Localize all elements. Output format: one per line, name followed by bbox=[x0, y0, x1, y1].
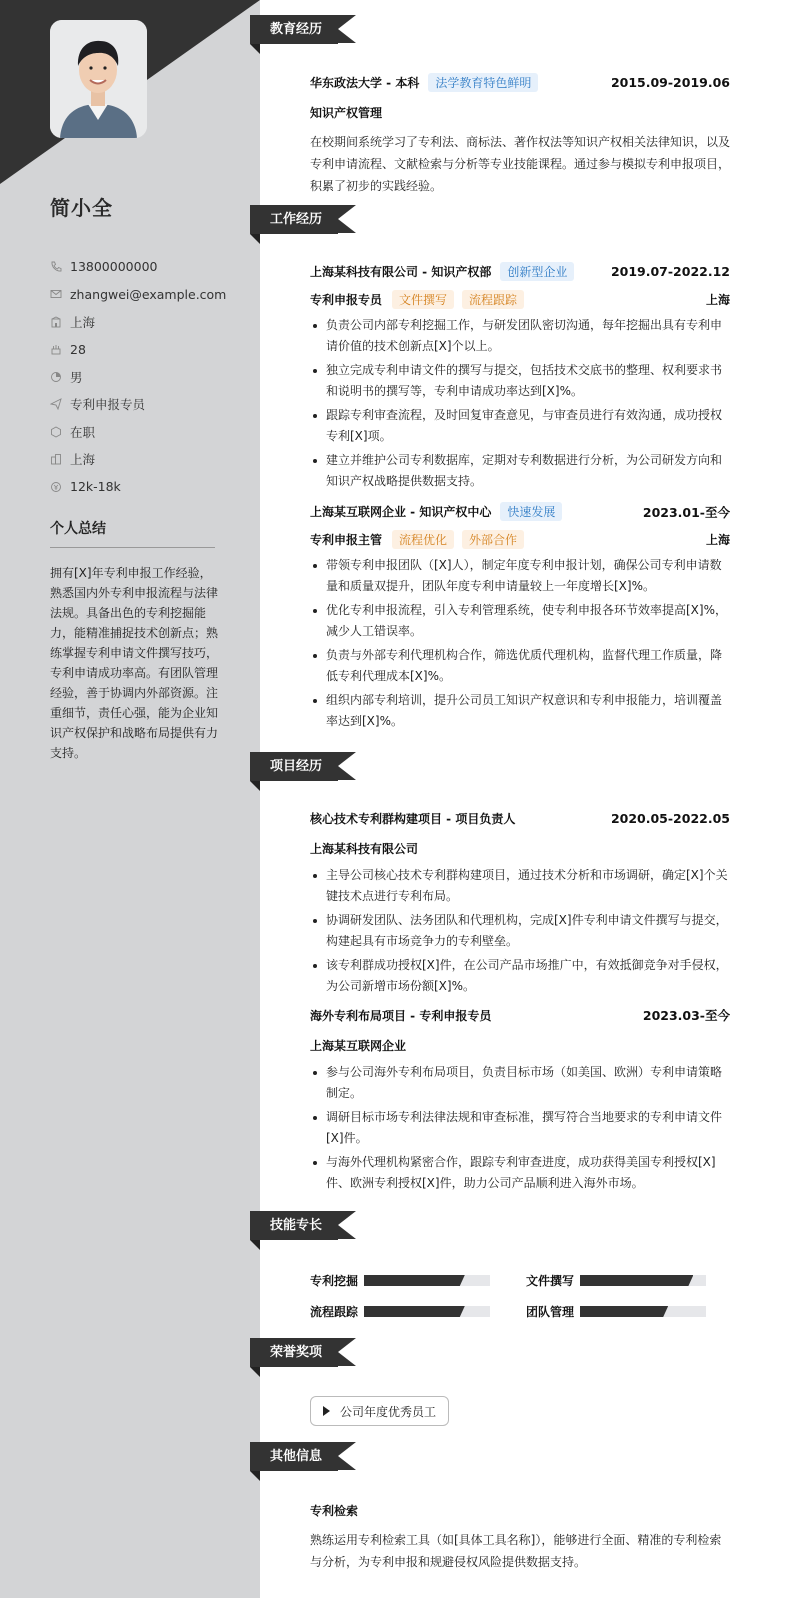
list-item: 优化专利申报流程，引入专利管理系统，使专利申报各环节效率提高[X]%，减少人工错误率。 bbox=[310, 600, 730, 642]
phone-icon bbox=[50, 261, 62, 273]
skill-bar-fill bbox=[580, 1275, 693, 1286]
contact-position bbox=[50, 391, 240, 419]
skill-bar-fill bbox=[364, 1275, 465, 1286]
role-tag: 流程跟踪 bbox=[462, 290, 524, 309]
skill-name: 团队管理 bbox=[526, 1305, 575, 1319]
status-icon bbox=[50, 426, 62, 438]
cake-icon bbox=[50, 343, 62, 355]
profile-name: 简小全 bbox=[50, 196, 113, 220]
work-entry bbox=[310, 262, 730, 495]
role-tag: 流程优化 bbox=[392, 530, 454, 549]
role-tag: 外部合作 bbox=[462, 530, 524, 549]
work-date: 2023.01-至今 bbox=[642, 504, 730, 520]
section-title: 教育经历 bbox=[250, 15, 338, 44]
contact-email bbox=[50, 281, 240, 309]
school-name: 华东政法大学 - 本科 bbox=[310, 76, 420, 90]
work-role-row bbox=[310, 530, 730, 549]
sidebar bbox=[0, 0, 260, 1598]
list-item: 组织内部专利培训，提升公司员工知识产权意识和专利申报能力，培训覆盖率达到[X]%。 bbox=[310, 690, 730, 732]
contact-text: 上海 bbox=[70, 314, 96, 330]
project-title: 海外专利布局项目 - 专利申报专员 bbox=[310, 1008, 492, 1023]
school-tag: 法学教育特色鲜明 bbox=[428, 73, 538, 92]
list-item: 协调研发团队、法务团队和代理机构，完成[X]件专利申请文件撰写与提交，构建起具有市场竞争力的专利壁垒。 bbox=[310, 910, 730, 952]
skill-item bbox=[310, 1272, 490, 1289]
send-icon bbox=[50, 398, 62, 410]
skill-bar bbox=[364, 1275, 490, 1286]
main-content bbox=[260, 0, 794, 1598]
section-title: 荣誉奖项 bbox=[250, 1338, 338, 1367]
skill-item bbox=[310, 1303, 490, 1320]
contact-text: 13800000000 bbox=[70, 259, 158, 275]
salary-icon bbox=[50, 481, 62, 493]
award-label: 公司年度优秀员工 bbox=[340, 1404, 437, 1419]
list-item: 与海外代理机构紧密合作，跟踪专利审查进度，成功获得美国专利授权[X]件、欧洲专利授权[X]件，助力公司产品顺利进入海外市场。 bbox=[310, 1152, 730, 1194]
work-company: 上海某互联网企业 - 知识产权中心 bbox=[310, 505, 492, 519]
section-title: 工作经历 bbox=[250, 205, 338, 234]
section-header-skills bbox=[250, 1211, 360, 1240]
ribbon-fold bbox=[250, 234, 260, 244]
contact-salary bbox=[50, 473, 240, 501]
contact-gender bbox=[50, 363, 240, 391]
project-header bbox=[310, 1006, 730, 1024]
education-desc: 在校期间系统学习了专利法、商标法、著作权法等知识产权相关法律知识，以及专利申请流程、文献检索与分析等专业技能课程。通过参与模拟专利申报项目，积累了初步的实践经验。 bbox=[310, 135, 731, 193]
work-bullets bbox=[310, 315, 730, 492]
contact-text: zhangwei@example.com bbox=[70, 286, 227, 302]
work-entry bbox=[310, 502, 730, 735]
section-title: 技能专长 bbox=[250, 1211, 338, 1240]
ribbon-fold bbox=[250, 1240, 260, 1250]
building-icon bbox=[50, 316, 62, 328]
list-item: 建立并维护公司专利数据库，定期对专利数据进行分析，为公司研发方向和知识产权战略提供数据支持。 bbox=[310, 450, 730, 492]
skill-bar bbox=[364, 1306, 490, 1317]
mail-icon bbox=[50, 288, 62, 300]
contact-text: 上海 bbox=[70, 452, 96, 468]
list-item: 独立完成专利申请文件的撰写与提交，包括技术交底书的整理、权利要求书和说明书的撰写等，专利申请成功率达到[X]%。 bbox=[310, 360, 730, 402]
project-entry bbox=[310, 1006, 730, 1197]
work-location: 上海 bbox=[705, 533, 730, 547]
project-org: 上海某科技有限公司 bbox=[310, 842, 419, 856]
other-entry bbox=[310, 1502, 730, 1573]
project-title: 核心技术专利群构建项目 - 项目负责人 bbox=[310, 812, 516, 826]
contact-text: 12k-18k bbox=[70, 479, 121, 495]
skill-bar-fill bbox=[364, 1306, 465, 1317]
contact-location bbox=[50, 308, 240, 336]
role-tag: 文件撰写 bbox=[392, 290, 454, 309]
work-date: 2019.07-2022.12 bbox=[610, 264, 730, 279]
list-item: 负责与外部专利代理机构合作，筛选优质代理机构，监督代理工作质量，降低专利代理成本[X]%。 bbox=[310, 645, 730, 687]
summary-title: 个人总结 bbox=[50, 518, 215, 548]
other-desc: 熟练运用专利检索工具（如[具体工具名称]），能够进行全面、精准的专利检索与分析，为专利申报和规避侵权风险提供数据支持。 bbox=[310, 1533, 722, 1569]
gender-icon bbox=[50, 371, 62, 383]
skill-item bbox=[526, 1303, 706, 1320]
company-tag: 创新型企业 bbox=[500, 262, 574, 281]
section-title: 项目经历 bbox=[250, 752, 338, 781]
education-date: 2015.09-2019.06 bbox=[610, 75, 730, 90]
ribbon-fold bbox=[250, 1471, 260, 1481]
skill-name: 流程跟踪 bbox=[310, 1305, 359, 1319]
education-entry bbox=[310, 73, 730, 197]
contact-text: 专利申报专员 bbox=[70, 397, 146, 413]
summary-text: 拥有[X]年专利申报工作经验，熟悉国内外专利申报流程与法律法规。具备出色的专利挖掘能力，能精准捕捉技术创新点；熟练掌握专利申请文件撰写技巧，专利申请成功率高。有团队管理经验，善于协调内外部资源。注重细节，责任心强，能为企业知识产权保护和战略布局提供有力支持。 bbox=[50, 566, 219, 760]
list-item: 带领专利申报团队（[X]人），制定年度专利申报计划，确保公司专利申请数量和质量双提升，团队年度专利申请量较上一年度增长[X]%。 bbox=[310, 555, 730, 597]
list-item: 主导公司核心技术专利群构建项目，通过技术分析和市场调研，确定[X]个关键技术点进行专利布局。 bbox=[310, 865, 730, 907]
award-badge bbox=[310, 1396, 449, 1426]
contact-city bbox=[50, 446, 240, 474]
project-date: 2023.03-至今 bbox=[642, 1008, 730, 1023]
ribbon-fold bbox=[250, 1367, 260, 1377]
section-header-education bbox=[250, 15, 360, 44]
section-header-other bbox=[250, 1442, 360, 1471]
project-bullets bbox=[310, 1062, 730, 1194]
work-role: 专利申报专员 bbox=[310, 293, 383, 307]
skill-bar-fill bbox=[580, 1306, 668, 1317]
play-icon bbox=[323, 1406, 330, 1416]
ribbon-fold bbox=[250, 781, 260, 791]
work-role: 专利申报主管 bbox=[310, 533, 383, 547]
education-header bbox=[310, 73, 730, 92]
work-header bbox=[310, 262, 730, 281]
project-bullets bbox=[310, 865, 730, 997]
list-item: 参与公司海外专利布局项目，负责目标市场（如美国、欧洲）专利申请策略制定。 bbox=[310, 1062, 730, 1104]
avatar-portrait bbox=[50, 20, 147, 138]
education-major: 知识产权管理 bbox=[310, 106, 383, 120]
skill-bar bbox=[580, 1275, 706, 1286]
skill-item bbox=[526, 1272, 706, 1289]
list-item: 该专利群成功授权[X]件，在公司产品市场推广中，有效抵御竞争对手侵权，为公司新增市场份额[X]%。 bbox=[310, 955, 730, 997]
contact-text: 在职 bbox=[70, 424, 96, 440]
section-header-work bbox=[250, 205, 360, 234]
contact-status bbox=[50, 418, 240, 446]
work-header bbox=[310, 502, 730, 521]
contact-age bbox=[50, 336, 240, 364]
work-company: 上海某科技有限公司 - 知识产权部 bbox=[310, 265, 492, 279]
city-icon bbox=[50, 453, 62, 465]
section-header-projects bbox=[250, 752, 360, 781]
work-location: 上海 bbox=[705, 293, 730, 307]
contact-text: 男 bbox=[70, 369, 83, 385]
ribbon-fold bbox=[250, 44, 260, 54]
avatar bbox=[50, 20, 147, 138]
other-title: 专利检索 bbox=[310, 1504, 359, 1518]
contact-phone bbox=[50, 253, 240, 281]
contact-text: 28 bbox=[70, 341, 86, 357]
list-item: 负责公司内部专利挖掘工作，与研发团队密切沟通，每年挖掘出具有专利申请价值的技术创新点[X]个以上。 bbox=[310, 315, 730, 357]
skill-name: 文件撰写 bbox=[526, 1274, 575, 1288]
project-header bbox=[310, 810, 730, 827]
company-tag: 快速发展 bbox=[500, 502, 562, 521]
section-title: 其他信息 bbox=[250, 1442, 338, 1471]
contact-list bbox=[50, 253, 240, 501]
list-item: 调研目标市场专利法律法规和审查标准，撰写符合当地要求的专利申请文件[X]件。 bbox=[310, 1107, 730, 1149]
work-bullets bbox=[310, 555, 730, 732]
project-entry bbox=[310, 810, 730, 1000]
project-org: 上海某互联网企业 bbox=[310, 1039, 407, 1053]
section-header-honors bbox=[250, 1338, 360, 1367]
work-role-row bbox=[310, 290, 730, 309]
skill-bar bbox=[580, 1306, 706, 1317]
skill-name: 专利挖掘 bbox=[310, 1274, 359, 1288]
project-date: 2020.05-2022.05 bbox=[610, 811, 730, 826]
list-item: 跟踪专利审查流程，及时回复审查意见，与审查员进行有效沟通，成功授权专利[X]项。 bbox=[310, 405, 730, 447]
